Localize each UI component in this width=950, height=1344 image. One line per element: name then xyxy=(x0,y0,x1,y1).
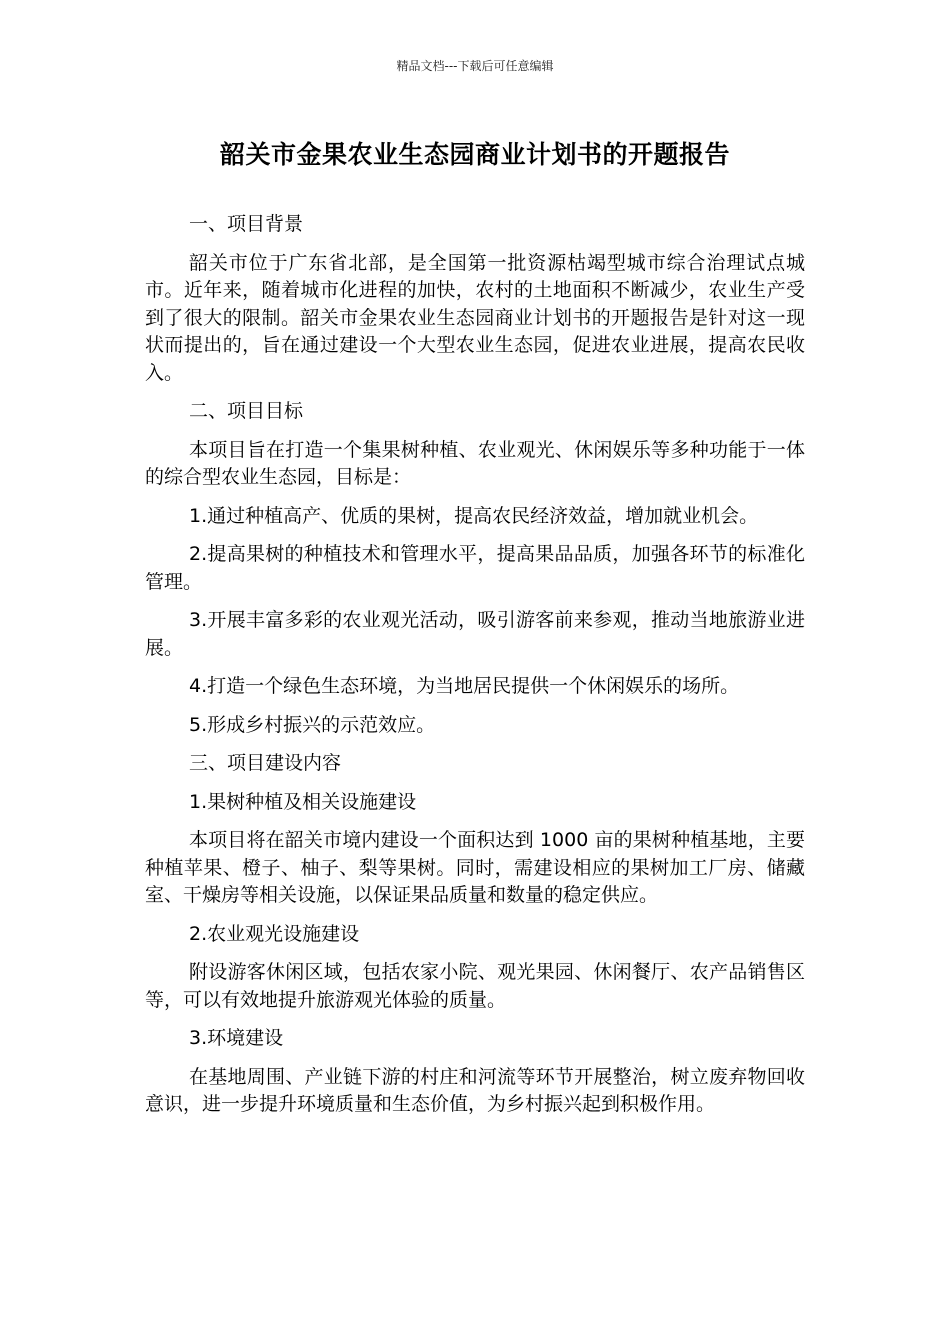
section-heading-construction: 三、项目建设内容 xyxy=(189,752,342,774)
section-heading-goals: 二、项目目标 xyxy=(189,400,304,422)
paragraph-environment: 在基地周围、产业链下游的村庄和河流等环节开展整治，树立废弃物回收意识，进一步提升环境质量和生态价值，为乡村振兴起到积极作用。 xyxy=(145,1065,805,1115)
goal-item-4: 4.打造一个绿色生态环境，为当地居民提供一个休闲娱乐的场所。 xyxy=(189,675,740,697)
goal-item-2: 2.提高果树的种植技术和管理水平，提高果品品质，加强各环节的标准化管理。 xyxy=(145,543,805,593)
paragraph-orchard: 本项目将在韶关市境内建设一个面积达到 1000 亩的果树种植基地，主要种植苹果、橙子、柚子、梨等果树。同时，需建设相应的果树加工厂房、储藏室、干燥房等相关设施，以保证果品质量和数量的稳定供应。 xyxy=(145,829,805,906)
goal-item-3: 3.开展丰富多彩的农业观光活动，吸引游客前来参观，推动当地旅游业进展。 xyxy=(145,609,805,659)
section-heading-background: 一、项目背景 xyxy=(189,213,304,235)
subheading-tourism: 2.农业观光设施建设 xyxy=(189,922,360,945)
subheading-environment: 3.环境建设 xyxy=(189,1027,284,1049)
header-note: 精品文档---下载后可任意编辑 xyxy=(396,59,554,73)
document-body xyxy=(145,211,805,1130)
document-title: 韶关市金果农业生态园商业计划书的开题报告 xyxy=(219,140,730,169)
goal-item-1: 1.通过种植高产、优质的果树，提高农民经济效益，增加就业机会。 xyxy=(189,504,759,527)
paragraph-tourism: 附设游客休闲区域，包括农家小院、观光果园、休闲餐厅、农产品销售区等，可以有效地提升旅游观光体验的质量。 xyxy=(145,961,805,1011)
paragraph-goals-intro: 本项目旨在打造一个集果树种植、农业观光、休闲娱乐等多种功能于一体的综合型农业生态园，目标是： xyxy=(145,438,805,488)
subheading-orchard: 1.果树种植及相关设施建设 xyxy=(189,790,417,813)
goal-item-5: 5.形成乡村振兴的示范效应。 xyxy=(189,713,436,736)
paragraph-background: 韶关市位于广东省北部，是全国第一批资源枯竭型城市综合治理试点城市。近年来，随着城市化进程的加快，农村的土地面积不断减少，农业生产受到了很大的限制。韶关市金果农业生态园商业计划书的开题报告是针对这一现状而提出的，旨在通过建设一个大型农业生态园，促进农业进展，提高农民收入。 xyxy=(145,251,805,384)
